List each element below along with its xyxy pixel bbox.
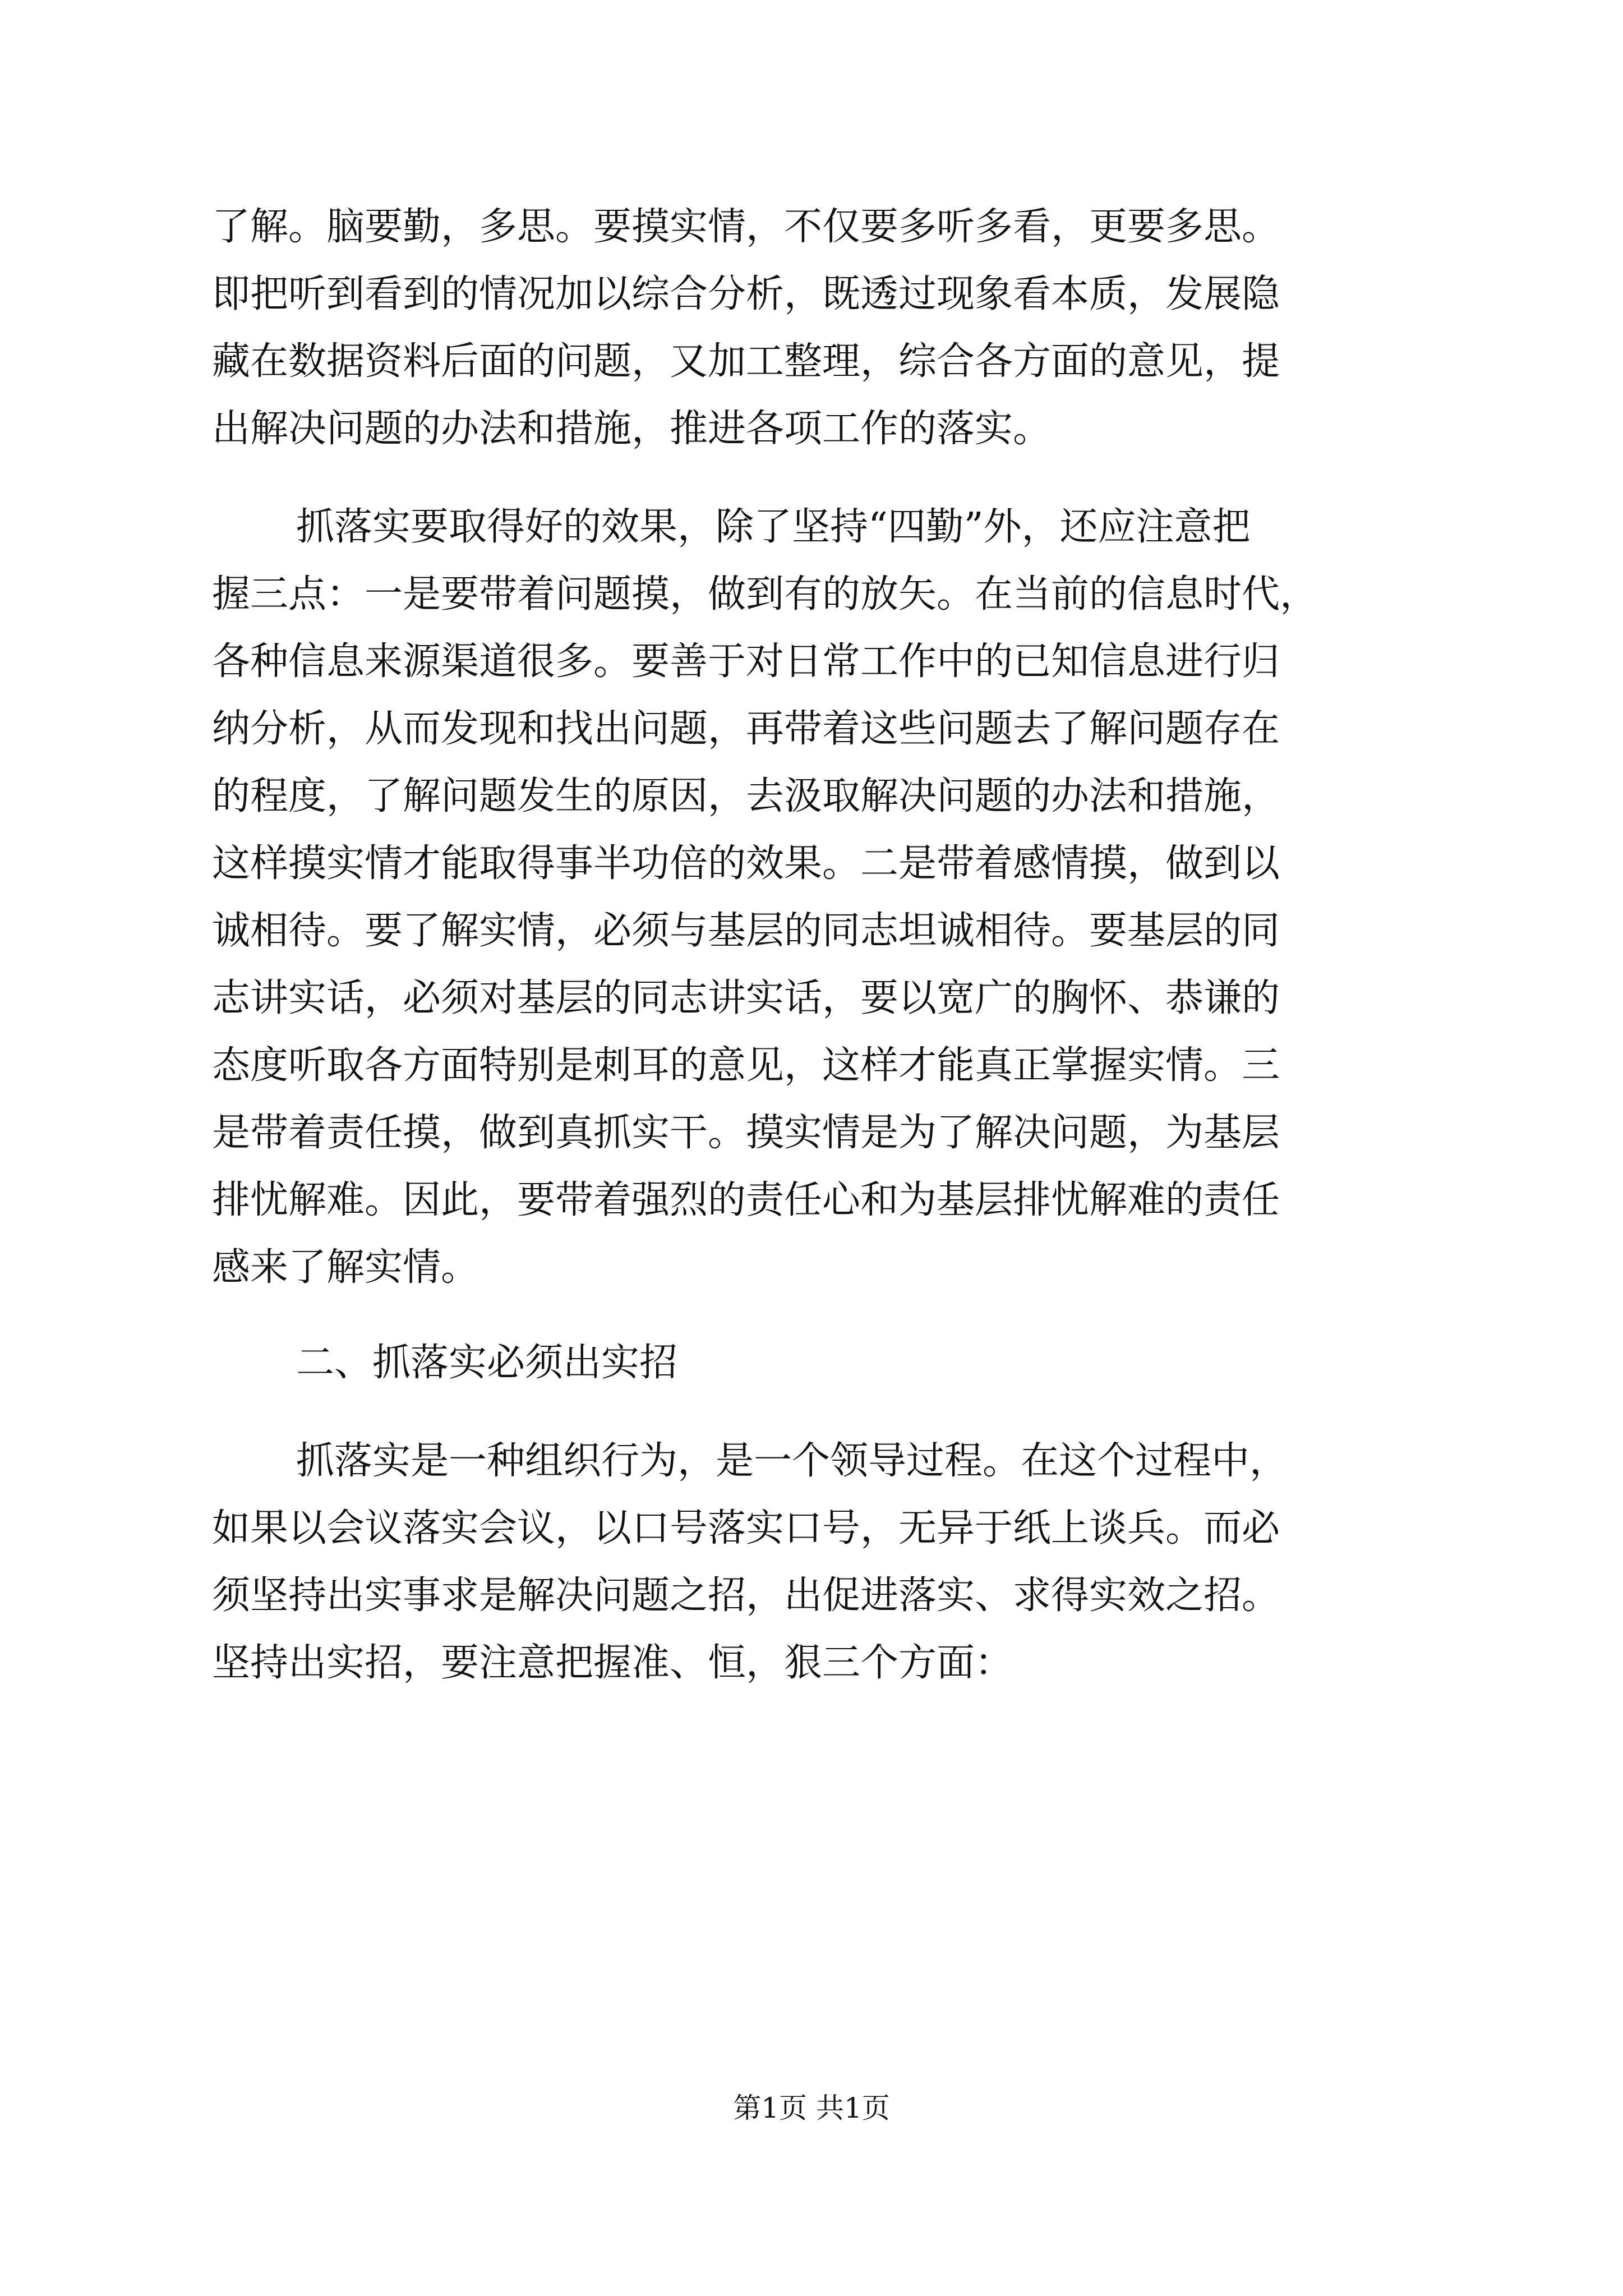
text-line: 感来了解实情。 [212,1245,479,1290]
text-line: 的程度，了解问题发生的原因，去汲取解决问题的办法和措施， [212,774,1280,818]
text-line: 这样摸实情才能取得事半功倍的效果。二是带着感情摸，做到以 [212,841,1280,886]
text-line: 是带着责任摸，做到真抓实干。摸实情是为了解决问题，为基层 [212,1111,1280,1155]
text-line: 各种信息来源渠道很多。要善于对日常工作中的已知信息进行归 [212,639,1280,684]
text-line: 藏在数据资料后面的问题，又加工整理，综合各方面的意见，提 [212,339,1280,384]
text-line: 纳分析，从而发现和找出问题，再带着这些问题去了解问题存在 [212,707,1280,751]
paragraph-first-line: 抓落实要取得好的效果，除了坚持“四勤”外，还应注意把 [296,505,1251,549]
section-heading: 二、抓落实必须出实招 [296,1341,678,1385]
text-line: 态度听取各方面特别是刺耳的意见，这样才能真正掌握实情。三 [212,1043,1280,1088]
text-line: 出解决问题的办法和措施，推进各项工作的落实。 [212,407,1052,451]
text-line: 志讲实话，必须对基层的同志讲实话，要以宽广的胸怀、恭谦的 [212,976,1280,1020]
text-line: 了解。脑要勤，多思。要摸实情，不仅要多听多看，更要多思。 [212,205,1280,249]
text-line: 握三点：一是要带着问题摸，做到有的放矢。在当前的信息时代， [212,572,1318,616]
text-line: 排忧解难。因此，要带着强烈的责任心和为基层排忧解难的责任 [212,1178,1280,1222]
text-line: 须坚持出实事求是解决问题之招，出促进落实、求得实效之招。 [212,1573,1280,1618]
page-number-footer: 第1页 共1页 [733,2092,890,2124]
text-line: 即把听到看到的情况加以综合分析，既透过现象看本质，发展隐 [212,272,1280,316]
paragraph-first-line: 抓落实是一种组织行为，是一个领导过程。在这个过程中， [296,1439,1288,1483]
text-line: 坚持出实招，要注意把握准、恒，狠三个方面： [212,1641,1013,1685]
text-line: 诚相待。要了解实情，必须与基层的同志坦诚相待。要基层的同 [212,909,1280,953]
text-line: 如果以会议落实会议，以口号落实口号，无异于纸上谈兵。而必 [212,1506,1280,1550]
